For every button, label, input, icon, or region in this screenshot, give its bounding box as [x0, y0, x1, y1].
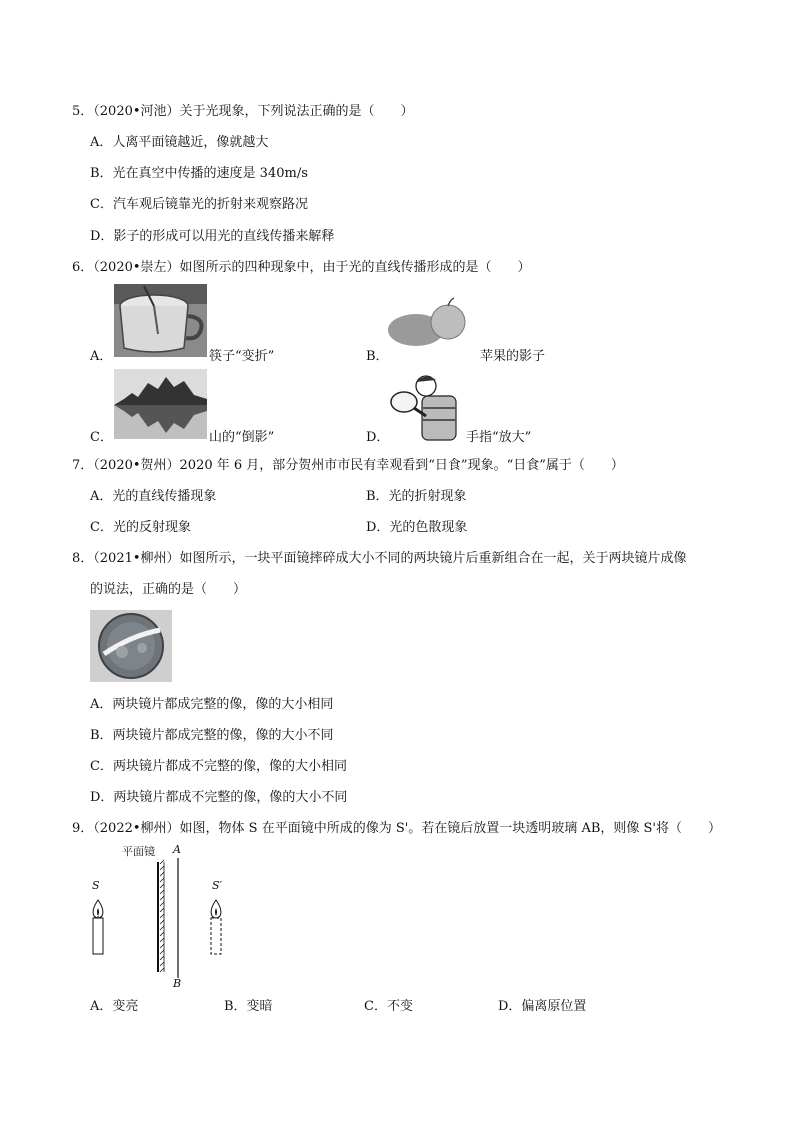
q9-option-b: B．变暗	[224, 999, 273, 1014]
q5-option-c: C．汽车观后镜靠光的折射来观察路况	[90, 197, 308, 212]
q5-option-b: B．光在真空中传播的速度是 340m/s	[90, 166, 308, 181]
q5-option-a: A．人离平面镜越近，像就越大	[90, 135, 269, 150]
image-label-s-prime: S′	[212, 879, 223, 892]
q8-option-a: A．两块镜片都成完整的像，像的大小相同	[90, 697, 334, 712]
q5-option-d: D．影子的形成可以用光的直线传播来解释	[90, 229, 335, 244]
q6-option-a-label: A．	[90, 349, 113, 364]
mirror-label: 平面镜	[122, 845, 155, 858]
q7-option-c: C．光的反射现象	[90, 520, 191, 535]
q8-stem-line1: 8．（2021•柳州）如图所示，一块平面镜摔碎成大小不同的两块镜片后重新组合在一起，关于两块镜片成像	[72, 551, 687, 566]
q8-option-c: C．两块镜片都成不完整的像，像的大小相同	[90, 759, 347, 774]
q7-option-d: D．光的色散现象	[366, 520, 468, 535]
q6-option-c-label: C．	[90, 430, 113, 445]
q6-option-a-caption: 筷子“变折”	[209, 349, 275, 364]
q8-option-d: D．两块镜片都成不完整的像，像的大小不同	[90, 790, 348, 805]
glass-label-a: A	[173, 843, 181, 856]
q6-option-d-label: D．	[366, 430, 390, 445]
cup-chopsticks-photo	[114, 284, 207, 357]
q6-stem: 6．（2020•崇左）如图所示的四种现象中，由于光的直线传播形成的是（ ）	[72, 260, 531, 275]
q6-option-d-caption: 手指“放大”	[466, 430, 532, 445]
magnifier-finger-drawing	[386, 372, 464, 446]
mountain-reflection-photo	[114, 369, 207, 439]
object-label-s: S	[92, 879, 100, 892]
q6-option-b-caption: 苹果的影子	[480, 349, 546, 364]
q6-option-b-label: B．	[366, 349, 389, 364]
q8-option-b: B．两块镜片都成完整的像，像的大小不同	[90, 728, 334, 743]
q7-option-a: A．光的直线传播现象	[90, 489, 217, 504]
q9-option-a: A．变亮	[90, 999, 139, 1014]
q8-stem-line2: 的说法，正确的是（ ）	[90, 582, 247, 597]
q6-option-c-caption: 山的“倒影”	[209, 430, 275, 445]
broken-mirror-photo	[90, 610, 172, 682]
mirror-diagram	[86, 844, 236, 992]
q9-option-c: C．不变	[364, 999, 413, 1014]
q7-stem: 7．（2020•贺州）2020 年 6 月，部分贺州市市民有幸观看到“日食”现象。“日食”属于（ ）	[72, 458, 624, 473]
q9-stem: 9．（2022•柳州）如图，物体 S 在平面镜中所成的像为 S'。若在镜后放置一块透明玻璃 AB，则像 S'将（ ）	[72, 821, 721, 836]
glass-label-b: B	[173, 977, 182, 990]
q5-stem: 5．（2020•河池）关于光现象，下列说法正确的是（ ）	[72, 104, 414, 119]
q9-option-d: D．偏离原位置	[498, 999, 587, 1014]
apple-shadow-photo	[384, 296, 478, 356]
q7-option-b: B．光的折射现象	[366, 489, 467, 504]
